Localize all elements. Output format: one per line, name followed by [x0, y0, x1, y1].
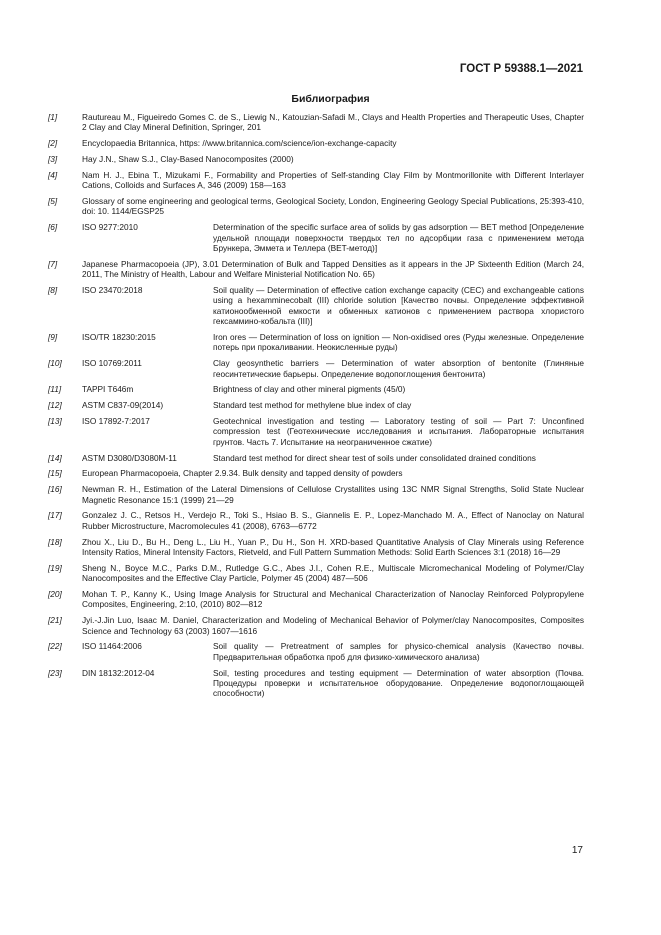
bibliography-entry	[48, 416, 584, 447]
entry-number: [9]	[48, 332, 58, 343]
standard-code: ISO 23470:2018	[82, 285, 143, 296]
standard-title: Soil quality — Pretreatment of samples for physico-chemical analysis (Качество почвы. Предварительная обработка проб для физико-химического анализа)	[213, 641, 584, 662]
bibliography-entry	[48, 615, 584, 636]
entry-number: [1]	[48, 112, 58, 122]
entry-text: Nam H. J., Ebina T., Mizukami F., Formability and Properties of Self-standing Clay Film by Montmorillonite with Different Interlayer Cations, Colloids and Surfaces A, 346 (2009) 158—163	[82, 169, 584, 191]
standard-code: ISO 11464:2006	[82, 641, 142, 652]
entry-number: [5]	[48, 196, 58, 206]
standard-code: ASTM D3080/D3080M-11	[82, 452, 177, 463]
bibliography-entry	[48, 484, 584, 505]
entry-text: Rautureau M., Figueiredo Gomes C. de S., Liewig N., Katouzian-Safadi M., Clays and Health Properties and Therapeutic Uses, Chapter 2 Clay and Clay Mineral Definition, Springer, 201	[82, 112, 584, 133]
entry-text: Encyclopaedia Britannica, https: //www.britannica.com/science/ion-exchange-capacity	[82, 138, 397, 149]
standard-code: ISO 10769:2011	[82, 358, 142, 369]
bibliography-entry	[48, 138, 584, 148]
bibliography-entry	[48, 468, 584, 478]
bibliography-entry	[48, 358, 584, 379]
standard-title: Iron ores — Determination of loss on ignition — Non-oxidised ores (Руды железные. Определение потерь при прокаливании. Неокисленные руды)	[213, 332, 584, 353]
standard-title: Clay geosynthetic barriers — Determination of water absorption of bentonite (Глиняные геосинтетические барьеры. Определение водопоглощения бентонита)	[213, 358, 584, 379]
entry-text: Sheng N., Boyce M.C., Parks D.M., Rutledge G.C., Abes J.I., Cohen R.E., Multiscale Micromechanical Modeling of Polymer/Clay Nanocomposites and the Effective Clay Particle, Polymer 45 (2004) 487—506	[82, 562, 584, 584]
standard-code: ISO 17892-7:2017	[82, 416, 150, 427]
entry-number: [10]	[48, 358, 62, 369]
entry-number: [11]	[48, 384, 62, 395]
entry-number: [21]	[48, 615, 62, 626]
bibliography-entry	[48, 589, 584, 610]
entry-number: [14]	[48, 452, 62, 463]
standard-code: ASTM C837-09(2014)	[82, 400, 164, 411]
standard-title: Determination of the specific surface area of solids by gas adsorption — BET method [Определение удельной площади поверхности твердых тел по адсорбции газа с применением метода Брункера, Эммета и Теллера (BET-метод)]	[213, 222, 584, 254]
standard-code: TAPPI T646m	[82, 384, 134, 395]
entry-text: Zhou X., Liu D., Bu H., Deng L., Liu H., Yuan P., Du H., Son H. XRD-based Quantitative Analysis of Clay Minerals using Reference Intensity Ratios, Mineral Intensity Factors, Rietveld, and Full Pattern Summation Methods: Solid Earth Sciences 3:1 (2018) 16—29	[82, 536, 584, 558]
document-header: ГОСТ Р 59388.1—2021	[459, 63, 583, 75]
entry-number: [6]	[48, 222, 58, 233]
bibliography-entry	[48, 112, 584, 133]
entry-number: [13]	[48, 416, 62, 427]
bibliography-entry	[48, 170, 584, 191]
entry-text: Hay J.N., Shaw S.J., Clay-Based Nanocomposites (2000)	[82, 154, 294, 164]
entry-number: [18]	[48, 536, 62, 547]
entry-number: [22]	[48, 641, 62, 652]
entry-number: [19]	[48, 562, 62, 573]
bibliography-entry	[48, 641, 584, 662]
standard-title: Standard test method for direct shear test of soils under consolidated drained conditions	[213, 452, 536, 463]
standard-title: Standard test method for methylene blue index of clay	[213, 400, 412, 411]
bibliography-entry	[48, 453, 584, 463]
standard-code: ISO 9277:2010	[82, 222, 138, 233]
bibliography-entry	[48, 537, 584, 558]
bibliography-entry	[48, 563, 584, 584]
entry-text: Glossary of some engineering and geological terms, Geological Society, London, Engineering Geology Special Publications, 25:393-410, doi: 10. 1144/EGSP25	[82, 196, 584, 217]
entry-text: Jyi.-J.Jin Luo, Isaac M. Daniel, Characterization and Modeling of Mechanical Behavior of Polymer/clay Nanocomposites, Composites Science and Technology 63 (2003) 1607—1616	[82, 615, 584, 636]
entry-number: [7]	[48, 258, 58, 269]
entry-number: [15]	[48, 468, 62, 479]
page-number: 17	[571, 845, 583, 856]
standard-code: DIN 18132:2012-04	[82, 667, 155, 678]
bibliography-entry	[48, 510, 584, 531]
bibliography-list	[48, 112, 584, 704]
entry-number: [16]	[48, 484, 62, 495]
entry-number: [20]	[48, 589, 62, 600]
bibliography-entry	[48, 400, 584, 410]
entry-number: [4]	[48, 169, 58, 180]
entry-text: European Pharmacopoeia, Chapter 2.9.34. Bulk density and tapped density of powders	[82, 468, 403, 479]
bibliography-entry	[48, 332, 584, 353]
bibliography-title: Библиография	[291, 93, 370, 105]
entry-number: [23]	[48, 667, 62, 678]
entry-text: Newman R. H., Estimation of the Lateral Dimensions of Cellulose Crystallites using 13C NMR Signal Strengths, Solid State Nuclear Magnetic Resonance 15:1 (1999) 21—29	[82, 484, 584, 505]
standard-code: ISO/TR 18230:2015	[82, 332, 156, 343]
entry-text: Mohan T. P., Kanny K., Using Image Analysis for Structural and Mechanical Characterization of Nanoclay Reinforced Polypropylene Composites, Engineering, 2:10, (2010) 802—812	[82, 589, 584, 610]
entry-number: [2]	[48, 138, 58, 149]
bibliography-entry	[48, 384, 584, 394]
entry-number: [3]	[48, 154, 58, 164]
entry-text: Gonzalez J. C., Retsos H., Verdejo R., Toki S., Hsiao B. S., Giannelis E. P., Lopez-Manchado M. A., Effect of Nanoclay on Natural Rubber Microstructure, Macromolecules 41 (2008), 6763—6772	[82, 510, 584, 531]
bibliography-entry	[48, 222, 584, 253]
entry-number: [12]	[48, 400, 62, 411]
entry-text: Japanese Pharmacopoeia (JP), 3.01 Determination of Bulk and Tapped Densities as it appears in the JP Sixteenth Edition (March 24, 2011, The Ministry of Health, Labour and Welfare Ministerial Notification No. 65)	[82, 258, 584, 280]
entry-number: [8]	[48, 285, 58, 296]
standard-title: Soil quality — Determination of effective cation exchange capacity (CEC) and exchangeable cations using a hexamminecobalt (III) chloride solution [Качество почвы. Определение эффективной катионообменной емкости и обменных катионов с применением раствора хлористого гексаммино-кобальта (III)]	[213, 285, 584, 327]
bibliography-entry	[48, 196, 584, 217]
standard-title: Geotechnical investigation and testing — Laboratory testing of soil — Part 7: Unconfined compression test (Геотехнические исследования и испытания. Лабораторные испытания грунтов. Часть 7. Испытание на неограниченное сжатие)	[213, 416, 584, 447]
bibliography-entry	[48, 154, 584, 164]
bibliography-entry	[48, 259, 584, 280]
standard-title: Brightness of clay and other mineral pigments (45/0)	[213, 384, 406, 395]
bibliography-entry	[48, 668, 584, 699]
standard-title: Soil, testing procedures and testing equipment — Determination of water absorption (Почва. Процедуры проверки и испытательное оборудование. Определение водопоглощающей способности)	[213, 667, 584, 699]
bibliography-entry	[48, 285, 584, 327]
entry-number: [17]	[48, 510, 62, 521]
